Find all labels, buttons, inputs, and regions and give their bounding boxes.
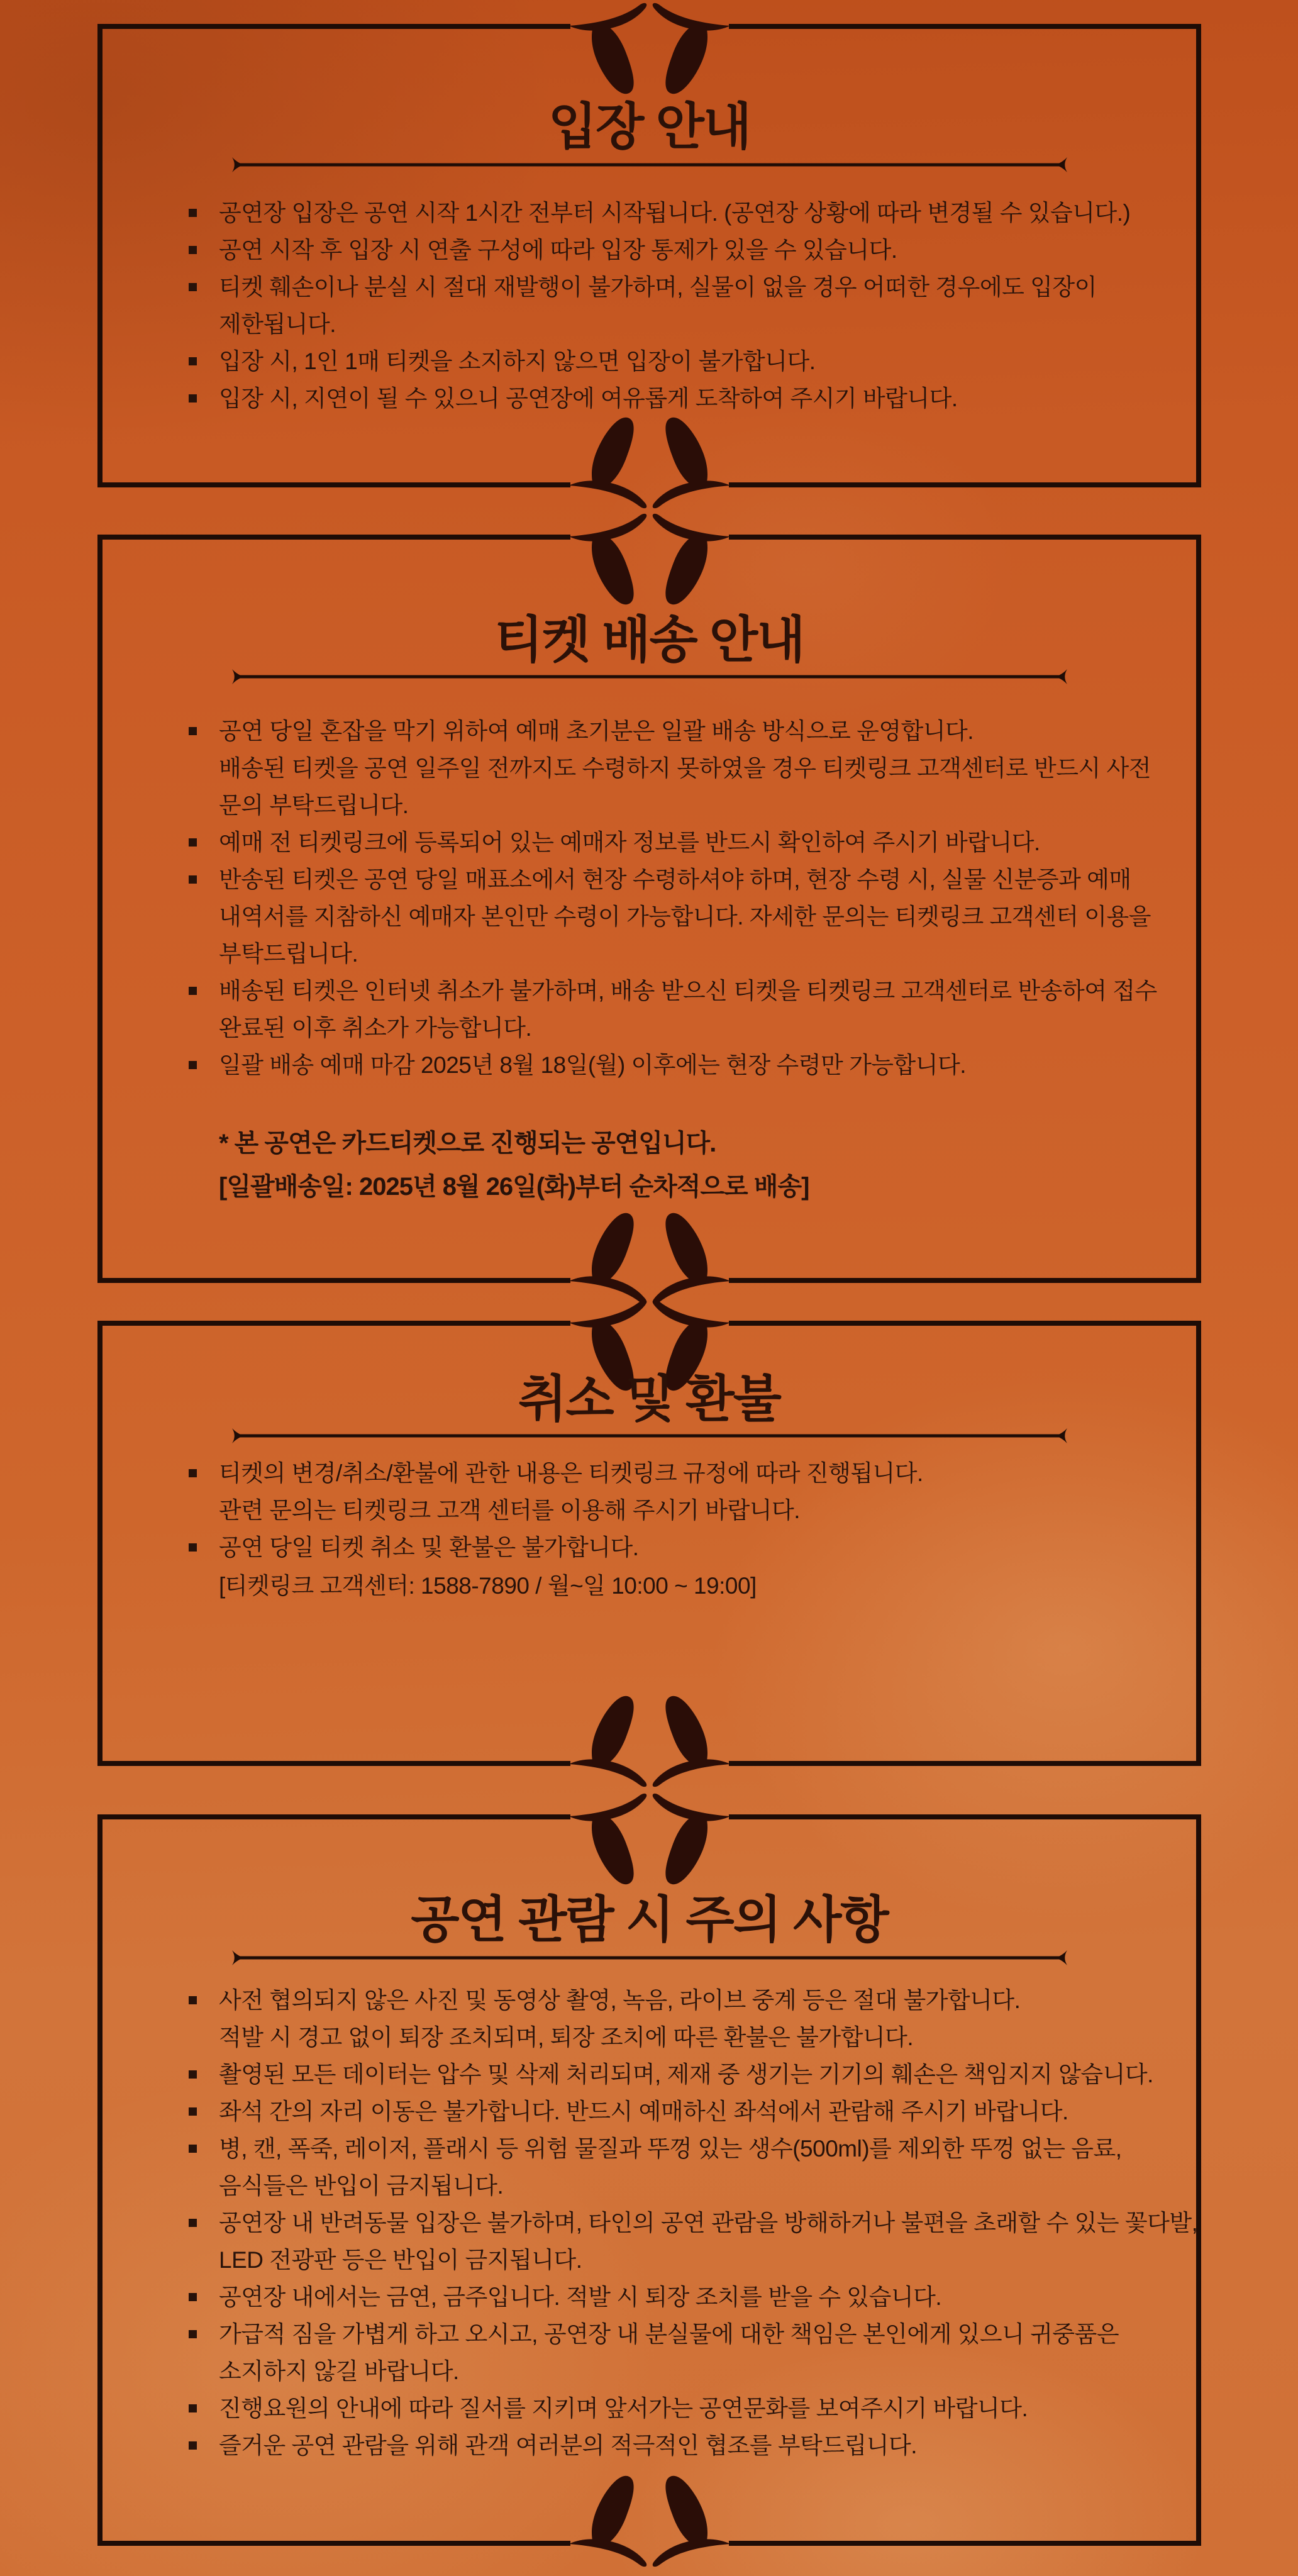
border-bottom-right: [729, 1761, 1202, 1766]
border-top-right: [729, 24, 1202, 29]
bullet-square-icon: [189, 727, 197, 735]
bullet-square-icon: [189, 2293, 197, 2301]
bullet-square-icon: [189, 2145, 197, 2153]
butterfly-heels-ornament-icon: [568, 1683, 731, 1790]
border-bottom-left: [97, 1278, 570, 1283]
butterfly-heels-ornament-icon: [568, 0, 731, 107]
border-top-left: [97, 1321, 570, 1326]
text-line: [189, 2427, 1163, 2464]
border-left: [97, 24, 103, 487]
text-line: [189, 2390, 1163, 2427]
line-text: 좌석 간의 자리 이동은 불가합니다. 반드시 예매하신 좌석에서 관람해 주시기 바랍니다.: [219, 2099, 1068, 2124]
bullet-square-icon: [189, 209, 197, 217]
text-line: [189, 2019, 1163, 2056]
line-text: 제한됩니다.: [219, 311, 336, 337]
line-text: 티켓 훼손이나 분실 시 절대 재발행이 불가하며, 실물이 없을 경우 어떠한 경우에도 입장이: [219, 274, 1097, 300]
border-bottom-left: [97, 2541, 570, 2546]
text-line: [189, 2353, 1163, 2390]
text-line: [189, 2316, 1163, 2353]
text-line: [189, 1009, 1163, 1046]
text-line: [189, 380, 1163, 417]
line-text: 즐거운 공연 관람을 위해 관객 여러분의 적극적인 협조를 부탁드립니다.: [219, 2433, 918, 2458]
border-top-left: [97, 535, 570, 540]
bullet-square-icon: [189, 875, 197, 884]
text-line: [189, 343, 1163, 380]
line-text: 음식들은 반입이 금지됩니다.: [219, 2173, 504, 2199]
section-title: 티켓 배송 안내: [494, 612, 804, 668]
border-right: [1196, 24, 1201, 487]
line-text: 공연장 입장은 공연 시작 1시간 전부터 시작됩니다. (공연장 상황에 따라 변경될 수 있습니다.): [219, 200, 1131, 226]
border-bottom-left: [97, 482, 570, 487]
bullet-list: [189, 713, 1163, 1084]
line-text: 티켓의 변경/취소/환불에 관한 내용은 티켓링크 규정에 따라 진행됩니다.: [219, 1460, 923, 1486]
line-text: 공연장 내에서는 금연, 금주입니다. 적발 시 퇴장 조치를 받을 수 있습니다.: [219, 2284, 942, 2310]
text-line: [189, 2167, 1163, 2204]
text-line: [189, 898, 1163, 935]
text-line: [189, 861, 1163, 898]
line-text: 병, 캔, 폭죽, 레이저, 플래시 등 위험 물질과 뚜껑 있는 생수(500ml)를 제외한 뚜껑 없는 음료,: [219, 2136, 1122, 2162]
text-line: [189, 787, 1163, 824]
butterfly-heels-ornament-icon: [568, 511, 731, 618]
bullet-list: [189, 1982, 1198, 2464]
border-top-right: [729, 1814, 1202, 1819]
line-text: 일괄 배송 예매 마감 2025년 8월 18일(월) 이후에는 현장 수령만 가능합니다.: [219, 1052, 967, 1078]
card-ticket-note: [219, 1122, 809, 1209]
text-line: [189, 2056, 1163, 2093]
line-text: 입장 시, 지연이 될 수 있으니 공연장에 여유롭게 도착하여 주시기 바랍니다.: [219, 386, 958, 411]
line-text: 가급적 짐을 가볍게 하고 오시고, 공연장 내 분실물에 대한 책임은 본인에게 있으니 귀중품은: [219, 2321, 1119, 2347]
line-text: 관련 문의는 티켓링크 고객 센터를 이용해 주시기 바랍니다.: [219, 1497, 801, 1523]
text-line: [189, 1455, 1163, 1492]
section-title: 취소 및 환불: [518, 1371, 780, 1427]
line-text: 배송된 티켓은 인터넷 취소가 불가하며, 배송 받으신 티켓을 티켓링크 고객센터로 반송하여 접수: [219, 978, 1157, 1004]
text-line: [189, 306, 1163, 343]
bullet-square-icon: [189, 283, 197, 291]
text-line: [189, 2241, 1163, 2279]
line-text: 공연 당일 혼잡을 막기 위하여 예매 초기분은 일괄 배송 방식으로 운영합니다.: [219, 718, 974, 744]
line-text: 내역서를 지참하신 예매자 본인만 수령이 가능합니다. 자세한 문의는 티켓링크 고객센터 이용을: [219, 904, 1151, 930]
text-line: [189, 935, 1163, 972]
bullet-square-icon: [189, 987, 197, 995]
line-text: 배송된 티켓을 공연 일주일 전까지도 수령하지 못하였을 경우 티켓링크 고객센터로 반드시 사전: [219, 755, 1151, 781]
section-title: 공연 관람 시 주의 사항: [411, 1892, 888, 1948]
text-line: [189, 750, 1163, 787]
line-text: LED 전광판 등은 반입이 금지됩니다.: [219, 2247, 582, 2273]
border-bottom-right: [729, 1278, 1202, 1283]
bullet-square-icon: [189, 2330, 197, 2338]
text-line: [189, 1492, 1163, 1529]
bullet-square-icon: [189, 2070, 197, 2079]
line-text: 완료된 이후 취소가 가능합니다.: [219, 1015, 532, 1041]
bullet-list: [189, 1455, 1163, 1566]
line-text: 적발 시 경고 없이 퇴장 조치되며, 퇴장 조치에 따른 환불은 불가합니다.: [219, 2024, 914, 2050]
section-entrance-guide: [97, 24, 1201, 487]
text-line: [189, 269, 1163, 306]
butterfly-heels-ornament-icon: [568, 404, 731, 511]
bullet-list: [189, 194, 1163, 417]
text-line: [189, 2204, 1198, 2241]
line-text: 부탁드립니다.: [219, 941, 358, 967]
arrow-tipped-divider-line-icon: [231, 157, 1068, 172]
border-top-left: [97, 1814, 570, 1819]
text-line: [189, 194, 1163, 231]
border-bottom-right: [729, 482, 1202, 487]
line-text: 공연장 내 반려동물 입장은 불가하며, 타인의 공연 관람을 방해하거나 불편을 초래할 수 있는 꽃다발,: [219, 2210, 1198, 2236]
bullet-square-icon: [189, 838, 197, 847]
text-line: [189, 1982, 1163, 2019]
bullet-square-icon: [189, 1061, 197, 1069]
section-title: 입장 안내: [548, 99, 751, 155]
text-line: [189, 2093, 1163, 2130]
section-ticket-delivery-guide: [97, 535, 1201, 1283]
line-text: 진행요원의 안내에 따라 질서를 지키며 앞서가는 공연문화를 보여주시기 바랍니다.: [219, 2396, 1028, 2421]
text-line: [189, 1046, 1163, 1084]
line-text: 문의 부탁드립니다.: [219, 792, 409, 818]
arrow-tipped-divider-line-icon: [231, 1950, 1068, 1965]
border-top-right: [729, 1321, 1202, 1326]
butterfly-heels-ornament-icon: [568, 1790, 731, 1897]
line-text: 예매 전 티켓링크에 등록되어 있는 예매자 정보를 반드시 확인하여 주시기 바랍니다.: [219, 830, 1040, 855]
bullet-square-icon: [189, 2441, 197, 2450]
line-text: 입장 시, 1인 1매 티켓을 소지하지 않으면 입장이 불가합니다.: [219, 348, 816, 374]
text-line: [189, 2130, 1163, 2167]
line-text: 소지하지 않길 바랍니다.: [219, 2358, 459, 2384]
bullet-square-icon: [189, 2107, 197, 2116]
border-bottom-left: [97, 1761, 570, 1766]
bullet-square-icon: [189, 1543, 197, 1552]
text-line: [189, 1529, 1163, 1566]
butterfly-heels-ornament-icon: [568, 2463, 731, 2570]
arrow-tipped-divider-line-icon: [231, 669, 1068, 684]
text-line: [189, 231, 1163, 269]
text-line: [189, 972, 1163, 1009]
arrow-tipped-divider-line-icon: [231, 1428, 1068, 1443]
line-text: 공연 당일 티켓 취소 및 환불은 불가합니다.: [219, 1535, 639, 1560]
note-line: * 본 공연은 카드티켓으로 진행되는 공연입니다.: [219, 1130, 716, 1157]
customer-center-note: [219, 1567, 757, 1604]
bullet-square-icon: [189, 1469, 197, 1477]
bullet-square-icon: [189, 394, 197, 402]
text-line: [189, 824, 1163, 861]
butterfly-heels-ornament-icon: [568, 1200, 731, 1307]
text-line: [189, 713, 1163, 750]
line-text: 사전 협의되지 않은 사진 및 동영상 촬영, 녹음, 라이브 중계 등은 절대 불가합니다.: [219, 1987, 1021, 2013]
border-bottom-right: [729, 2541, 1202, 2546]
line-text: 반송된 티켓은 공연 당일 매표소에서 현장 수령하셔야 하며, 현장 수령 시, 실물 신분증과 예매: [219, 867, 1131, 892]
bullet-square-icon: [189, 1996, 197, 2004]
bullet-square-icon: [189, 2219, 197, 2227]
bullet-square-icon: [189, 2404, 197, 2412]
text-line: [189, 2279, 1163, 2316]
note-line: [일괄배송일: 2025년 8월 26일(화)부터 순차적으로 배송]: [219, 1173, 809, 1201]
section-viewing-precautions: [97, 1814, 1201, 2546]
border-top-right: [729, 535, 1202, 540]
line-text: 촬영된 모든 데이터는 압수 및 삭제 처리되며, 제재 중 생기는 기기의 훼손은 책임지지 않습니다.: [219, 2062, 1153, 2087]
section-cancel-refund: [97, 1321, 1201, 1766]
bullet-square-icon: [189, 246, 197, 254]
border-top-left: [97, 24, 570, 29]
bullet-square-icon: [189, 357, 197, 365]
note-line: [티켓링크 고객센터: 1588-7890 / 월~일 10:00 ~ 19:00]: [219, 1573, 757, 1599]
line-text: 공연 시작 후 입장 시 연출 구성에 따라 입장 통제가 있을 수 있습니다.: [219, 237, 897, 263]
